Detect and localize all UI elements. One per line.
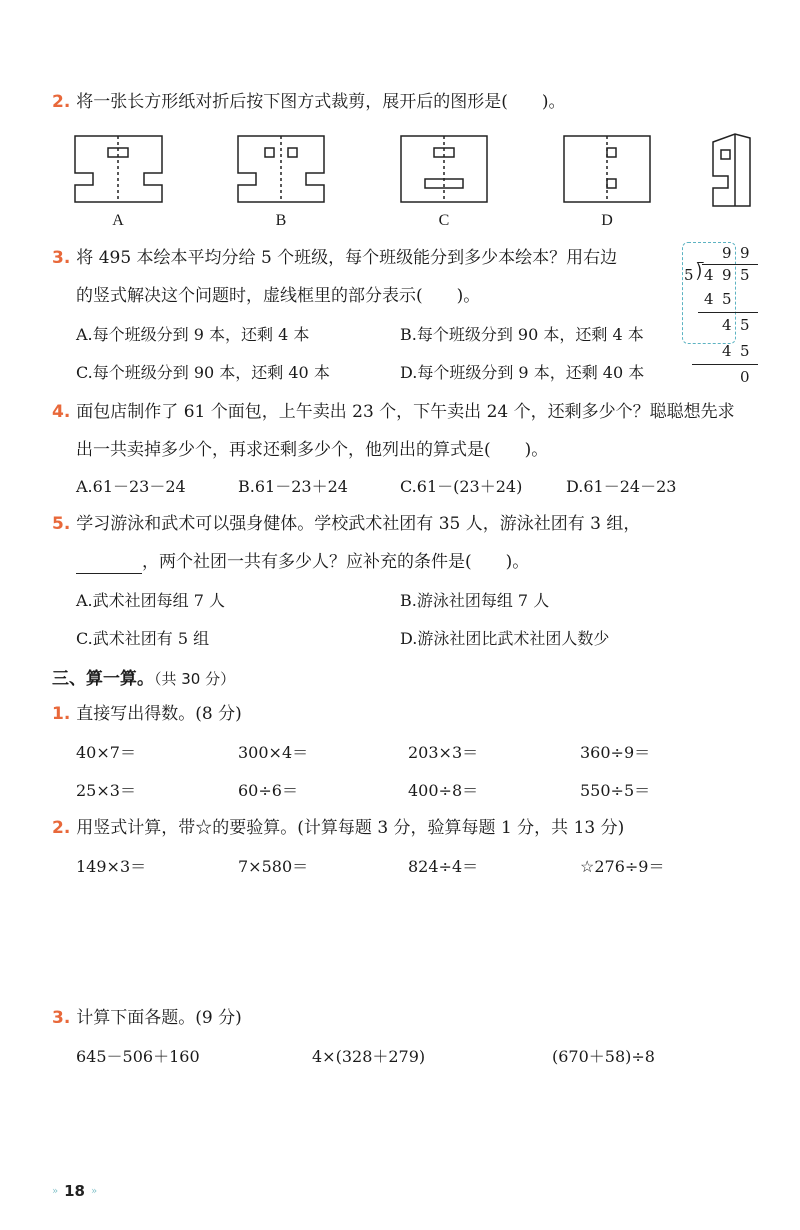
- long-division: 9 9 5 ⟌ 4 9 5 4 5 4 5 4 5 0: [676, 240, 776, 400]
- page-footer: [52, 1182, 97, 1200]
- vertical-calc-item[interactable]: 824÷4＝: [408, 857, 479, 876]
- question-3-line-1: 3. 将 495 本绘本平均分给 5 个班级，每个班级能分到多少本绘本？用右边: [52, 248, 618, 268]
- q4-option-d[interactable]: D.61－24－23: [566, 477, 677, 496]
- q5-option-d[interactable]: D.游泳社团比武术社团人数少: [400, 629, 610, 648]
- option-label-a: A: [112, 212, 124, 229]
- calc-item[interactable]: 360÷9＝: [580, 743, 651, 762]
- option-label-c: C: [438, 212, 450, 229]
- figure-b[interactable]: [238, 136, 324, 202]
- page-number: 18: [64, 1182, 85, 1200]
- question-4-line-2: 出一共卖掉多少个，再求还剩多少个，他列出的算式是( )。: [76, 440, 549, 460]
- calc-item[interactable]: 60÷6＝: [238, 781, 298, 800]
- paper-cut-figures: [70, 128, 770, 210]
- question-text: 将一张长方形纸对折后按下图方式裁剪，展开后的图形是( )。: [76, 92, 566, 112]
- question-3-line-2: 的竖式解决这个问题时，虚线框里的部分表示( )。: [76, 286, 481, 306]
- folded-paper-diagram: [713, 134, 750, 206]
- question-5-line-2: ，两个社团一共有多少人？应补充的条件是( )。: [76, 550, 529, 574]
- vertical-calc-item[interactable]: 149×3＝: [76, 857, 147, 876]
- question-number: 3.: [52, 248, 71, 268]
- question-number: 3.: [52, 1008, 71, 1028]
- vertical-calc-item[interactable]: ☆276÷9＝: [580, 857, 665, 876]
- question-number: 1.: [52, 704, 71, 724]
- question-number: 2.: [52, 92, 71, 112]
- subquestion-1: 1. 直接写出得数。(8 分): [52, 704, 242, 724]
- figure-a[interactable]: [75, 136, 162, 202]
- question-4-line-1: 4. 面包店制作了 61 个面包，上午卖出 23 个，下午卖出 24 个，还剩多少个？聪聪想先求: [52, 402, 735, 422]
- question-number: 2.: [52, 818, 71, 838]
- calc-item[interactable]: 550÷5＝: [580, 781, 651, 800]
- q3-option-c[interactable]: C.每个班级分到 90 本，还剩 40 本: [76, 363, 330, 382]
- q4-option-b[interactable]: B.61－23＋24: [238, 477, 348, 496]
- calc-item[interactable]: 40×7＝: [76, 743, 136, 762]
- q4-option-a[interactable]: A.61－23－24: [76, 477, 186, 496]
- blank-answer-line[interactable]: [76, 555, 142, 574]
- q3-option-d[interactable]: D.每个班级分到 9 本，还剩 40 本: [400, 363, 645, 382]
- calc-item[interactable]: 25×3＝: [76, 781, 136, 800]
- arrow-icon: »: [91, 1185, 98, 1197]
- question-5-line-1: 5. 学习游泳和武术可以强身健体。学校武术社团有 35 人，游泳社团有 3 组，: [52, 514, 641, 534]
- q4-option-c[interactable]: C.61－(23＋24): [400, 477, 523, 496]
- calc-item[interactable]: 203×3＝: [408, 743, 479, 762]
- calc-item[interactable]: 400÷8＝: [408, 781, 479, 800]
- section-heading: 三、算一算。（共 30 分）: [52, 669, 236, 689]
- expression-item[interactable]: (670＋58)÷8: [552, 1047, 655, 1066]
- expression-item[interactable]: 4×(328＋279): [312, 1047, 426, 1066]
- q3-option-b[interactable]: B.每个班级分到 90 本，还剩 4 本: [400, 325, 644, 344]
- question-2: [52, 90, 566, 114]
- calc-item[interactable]: 300×4＝: [238, 743, 309, 762]
- subquestion-3: 3. 计算下面各题。(9 分): [52, 1008, 242, 1028]
- option-label-b: B: [275, 212, 287, 229]
- q3-option-a[interactable]: A.每个班级分到 9 本，还剩 4 本: [76, 325, 310, 344]
- subquestion-2: 2. 用竖式计算，带☆的要验算。(计算每题 3 分，验算每题 1 分，共 13 分): [52, 818, 625, 838]
- figure-c[interactable]: [401, 136, 487, 202]
- q5-option-b[interactable]: B.游泳社团每组 7 人: [400, 591, 550, 610]
- arrow-icon: »: [52, 1185, 59, 1197]
- q5-option-c[interactable]: C.武术社团有 5 组: [76, 629, 210, 648]
- question-number: 4.: [52, 402, 71, 422]
- vertical-calc-item[interactable]: 7×580＝: [238, 857, 309, 876]
- option-label-d: D: [601, 212, 613, 229]
- expression-item[interactable]: 645－506＋160: [76, 1047, 200, 1066]
- question-number: 5.: [52, 514, 71, 534]
- figure-d[interactable]: [564, 136, 650, 202]
- q5-option-a[interactable]: A.武术社团每组 7 人: [76, 591, 225, 610]
